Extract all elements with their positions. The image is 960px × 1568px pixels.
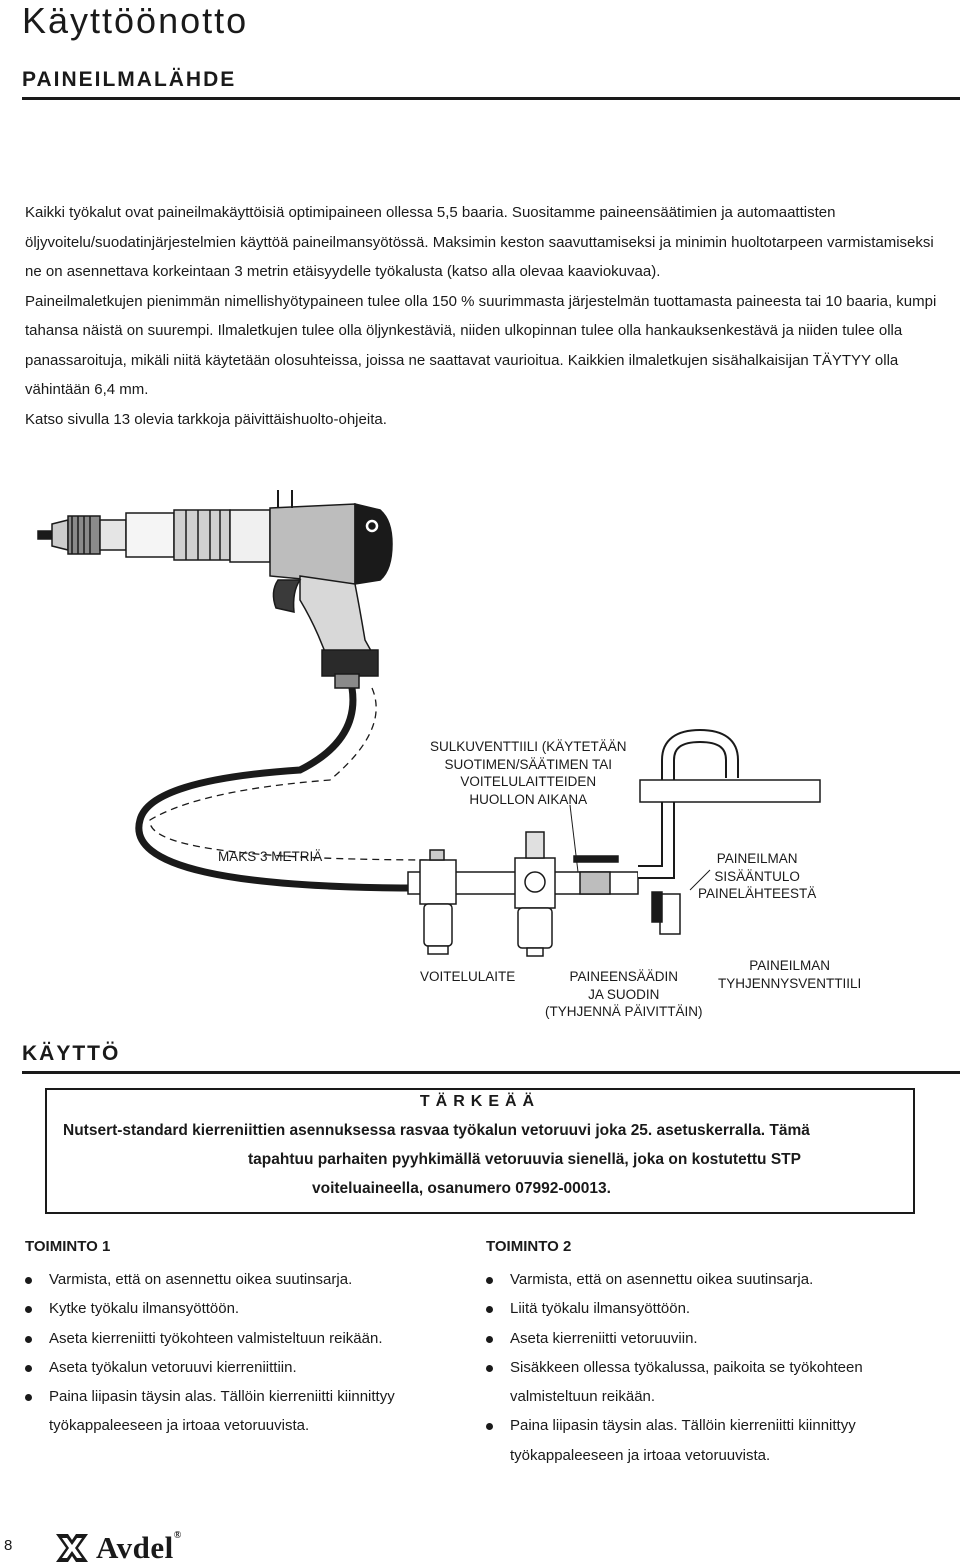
list-item: Aseta työkalun vetoruuvi kierreniittiin. (25, 1353, 445, 1382)
label-line: TYHJENNYSVENTTIILI (718, 975, 862, 991)
label-line: SUOTIMEN/SÄÄTIMEN TAI (444, 756, 613, 772)
label-max-length: MAKS 3 METRIÄ (218, 849, 323, 864)
brand-text: Avdel (96, 1530, 174, 1565)
brand-name (96, 1530, 182, 1566)
important-title: TÄRKEÄÄ (419, 1093, 541, 1110)
air-supply-diagram (0, 480, 960, 1040)
section-heading-operation: KÄYTTÖ (22, 1042, 121, 1065)
intro-paragraph-3: Katso sivulla 13 olevia tarkkoja päivittäishuolto-ohjeita. (25, 410, 387, 428)
list-item: Paina liipasin täysin alas. Tällöin kierreniitti kiinnittyy työkappaleeseen ja irtoaa vetoruuvista. (486, 1411, 906, 1470)
label-drain-valve (718, 957, 861, 992)
important-line-1: Nutsert-standard kierreniittien asennuksessa rasvaa työkalun vetoruuvi joka 25. asetuskerralla. Tämä (63, 1122, 810, 1139)
label-line: JA SUODIN (588, 986, 660, 1002)
intro-paragraph-1: Kaikki työkalut ovat paineilmakäyttöisiä optimipaineen ollessa 5,5 baaria. Suositamme paineensäätimien ja automaattisten öljyvoitelu/suodatinjärjestelmien käyttöä paineilmansyötössä. Maksimin keston saavuttamiseksi ja minimin huoltotarpeen varmistamiseksi ne on asennettava korkeintaan 3 metrin etäisyydelle työkalusta (katso alla olevaa kaaviokuvaa). (25, 204, 934, 280)
list-item: Varmista, että on asennettu oikea suutinsarja. (486, 1265, 906, 1294)
operation-2-heading: TOIMINTO 2 (486, 1238, 572, 1255)
important-line-2: tapahtuu parhaiten pyyhkimällä vetoruuvia sienellä, joka on kostutettu STP (248, 1151, 801, 1168)
section-divider (22, 97, 960, 100)
brand-logo (54, 1528, 182, 1568)
label-line: PAINEENSÄÄDIN (569, 969, 679, 984)
list-item: Sisäkkeen ollessa työkalussa, paikoita se työkohteen valmisteltuun reikään. (486, 1353, 906, 1412)
label-line: PAINEILMAN (716, 851, 798, 866)
registered-mark: ® (173, 1530, 182, 1541)
page-number: 8 (4, 1537, 13, 1554)
operation-1-steps (25, 1265, 445, 1441)
list-item: Aseta kierreniitti työkohteen valmisteltuun reikään. (25, 1324, 445, 1353)
list-item: Liitä työkalu ilmansyöttöön. (486, 1294, 906, 1323)
label-line: PAINELÄHTEESTÄ (698, 886, 817, 901)
list-item: Aseta kierreniitti vetoruuviin. (486, 1324, 906, 1353)
operation-2-steps (486, 1265, 906, 1470)
label-line: HUOLLON AIKANA (469, 791, 588, 807)
label-line: SULKUVENTTIILI (KÄYTETÄÄN (430, 739, 627, 754)
intro-paragraph-2: Paineilmaletkujen pienimmän nimellishyötypaineen tulee olla 150 % suurimmasta järjestelmän tuottamasta paineesta tai 10 baaria, kumpi tahansa näistä on suurempi. Ilmaletkujen tulee olla öljynkestäviä, niiden ulkopinnan tulee olla hankauksenkestävä ja niiden tulee olla panassaroituja, mikäli niitä käytetään olosuhteissa, joissa ne saattavat vaurioitua. Kaikkien ilmaletkujen sisähalkaisijan TÄYTYY olla vähintään 6,4 mm. (25, 292, 937, 398)
label-regulator-filter (545, 968, 703, 1021)
label-air-inlet (698, 850, 816, 903)
max-length-dashed-line (150, 688, 440, 860)
section-divider (22, 1071, 960, 1074)
label-line: SISÄÄNTULO (714, 868, 800, 884)
operation-1-heading: TOIMINTO 1 (25, 1238, 111, 1255)
section-heading-air-supply: PAINEILMALÄHDE (22, 68, 237, 91)
list-item: Kytke työkalu ilmansyöttöön. (25, 1294, 445, 1323)
list-item: Paina liipasin täysin alas. Tällöin kierreniitti kiinnittyy työkappaleeseen ja irtoaa vetoruuvista. (25, 1382, 445, 1441)
label-lubricator: VOITELULAITE (420, 969, 516, 984)
intro-text (25, 198, 940, 434)
important-line-3: voiteluaineella, osanumero 07992-00013. (312, 1180, 611, 1197)
avdel-logo-icon (54, 1532, 90, 1564)
label-line: PAINEILMAN (749, 958, 831, 973)
list-item: Varmista, että on asennettu oikea suutinsarja. (25, 1265, 445, 1294)
label-line: VOITELULAITTEIDEN (460, 774, 597, 789)
label-shut-off-valve (430, 738, 627, 808)
riveting-tool-illustration (38, 490, 392, 688)
label-line: (TYHJENNÄ PÄIVITTÄIN) (545, 1004, 703, 1019)
page-title: Käyttöönotto (22, 0, 249, 41)
